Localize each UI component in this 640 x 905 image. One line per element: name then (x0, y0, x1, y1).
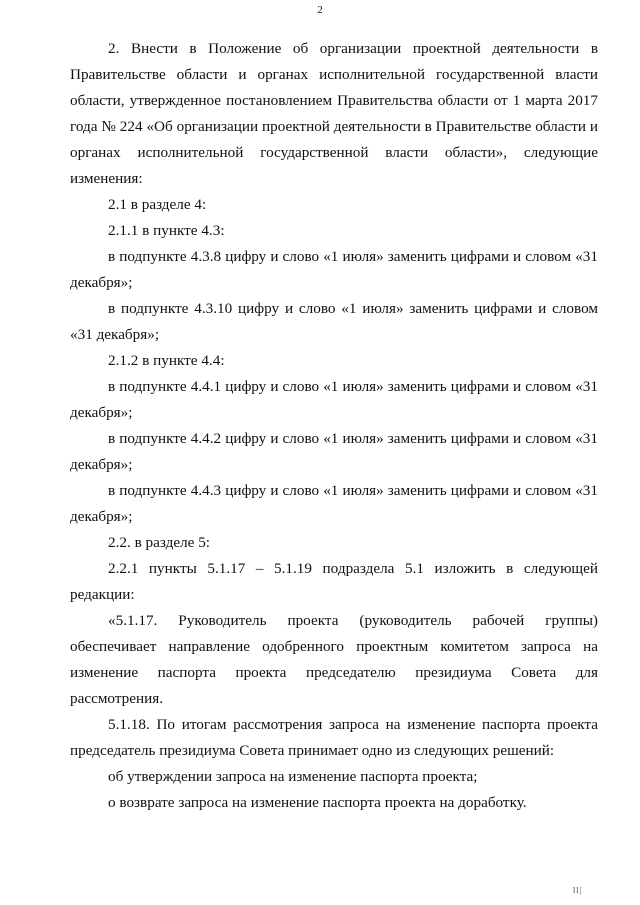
paragraph-clause-5-1-18: 5.1.18. По итогам рассмотрения запроса на изменение паспорта проекта председатель президиума Совета принимает одно из следующих решений: (70, 716, 598, 759)
document-body (70, 36, 598, 816)
footer-mark: ll| (572, 886, 582, 895)
paragraph-amendment-intro: 2. Внести в Положение об организации проектной деятельности в Правительстве области и органах исполнительной государственной власти области, утвержденное постановлением Правительства области от 1 марта 2017 года № 224 «Об организации проектной деятельности в Правительстве области и органах исполнительной государственной власти области», следующие изменения: (70, 40, 598, 187)
paragraph-subitem-4-4-3: в подпункте 4.4.3 цифру и слово «1 июля» заменить цифрами и словом «31 декабря»; (70, 482, 598, 525)
paragraph-subitem-4-3-8: в подпункте 4.3.8 цифру и слово «1 июля» заменить цифрами и словом «31 декабря»; (70, 248, 598, 291)
paragraph-subitem-4-3-10: в подпункте 4.3.10 цифру и слово «1 июля» заменить цифрами и словом «31 декабря»; (70, 300, 598, 343)
paragraph-subitem-4-4-2: в подпункте 4.4.2 цифру и слово «1 июля» заменить цифрами и словом «31 декабря»; (70, 430, 598, 473)
page-number: 2 (317, 4, 323, 16)
paragraph-clause-5-1-17: «5.1.17. Руководитель проекта (руководитель рабочей группы) обеспечивает направление одобренного проектным комитетом запроса на изменение паспорта проекта председателю президиума Совета для рассмотрения. (70, 612, 598, 707)
paragraph-decision-approve: об утверждении запроса на изменение паспорта проекта; (108, 768, 478, 785)
paragraph-item-4-4: 2.1.2 в пункте 4.4: (108, 352, 225, 369)
paragraph-decision-return: о возврате запроса на изменение паспорта проекта на доработку. (108, 794, 527, 811)
paragraph-section-4: 2.1 в разделе 4: (108, 196, 207, 213)
paragraph-item-4-3: 2.1.1 в пункте 4.3: (108, 222, 225, 239)
paragraph-section-5: 2.2. в разделе 5: (108, 534, 211, 551)
paragraph-subitem-4-4-1: в подпункте 4.4.1 цифру и слово «1 июля» заменить цифрами и словом «31 декабря»; (70, 378, 598, 421)
paragraph-item-2-2-1: 2.2.1 пункты 5.1.17 – 5.1.19 подраздела 5.1 изложить в следующей редакции: (70, 560, 598, 603)
